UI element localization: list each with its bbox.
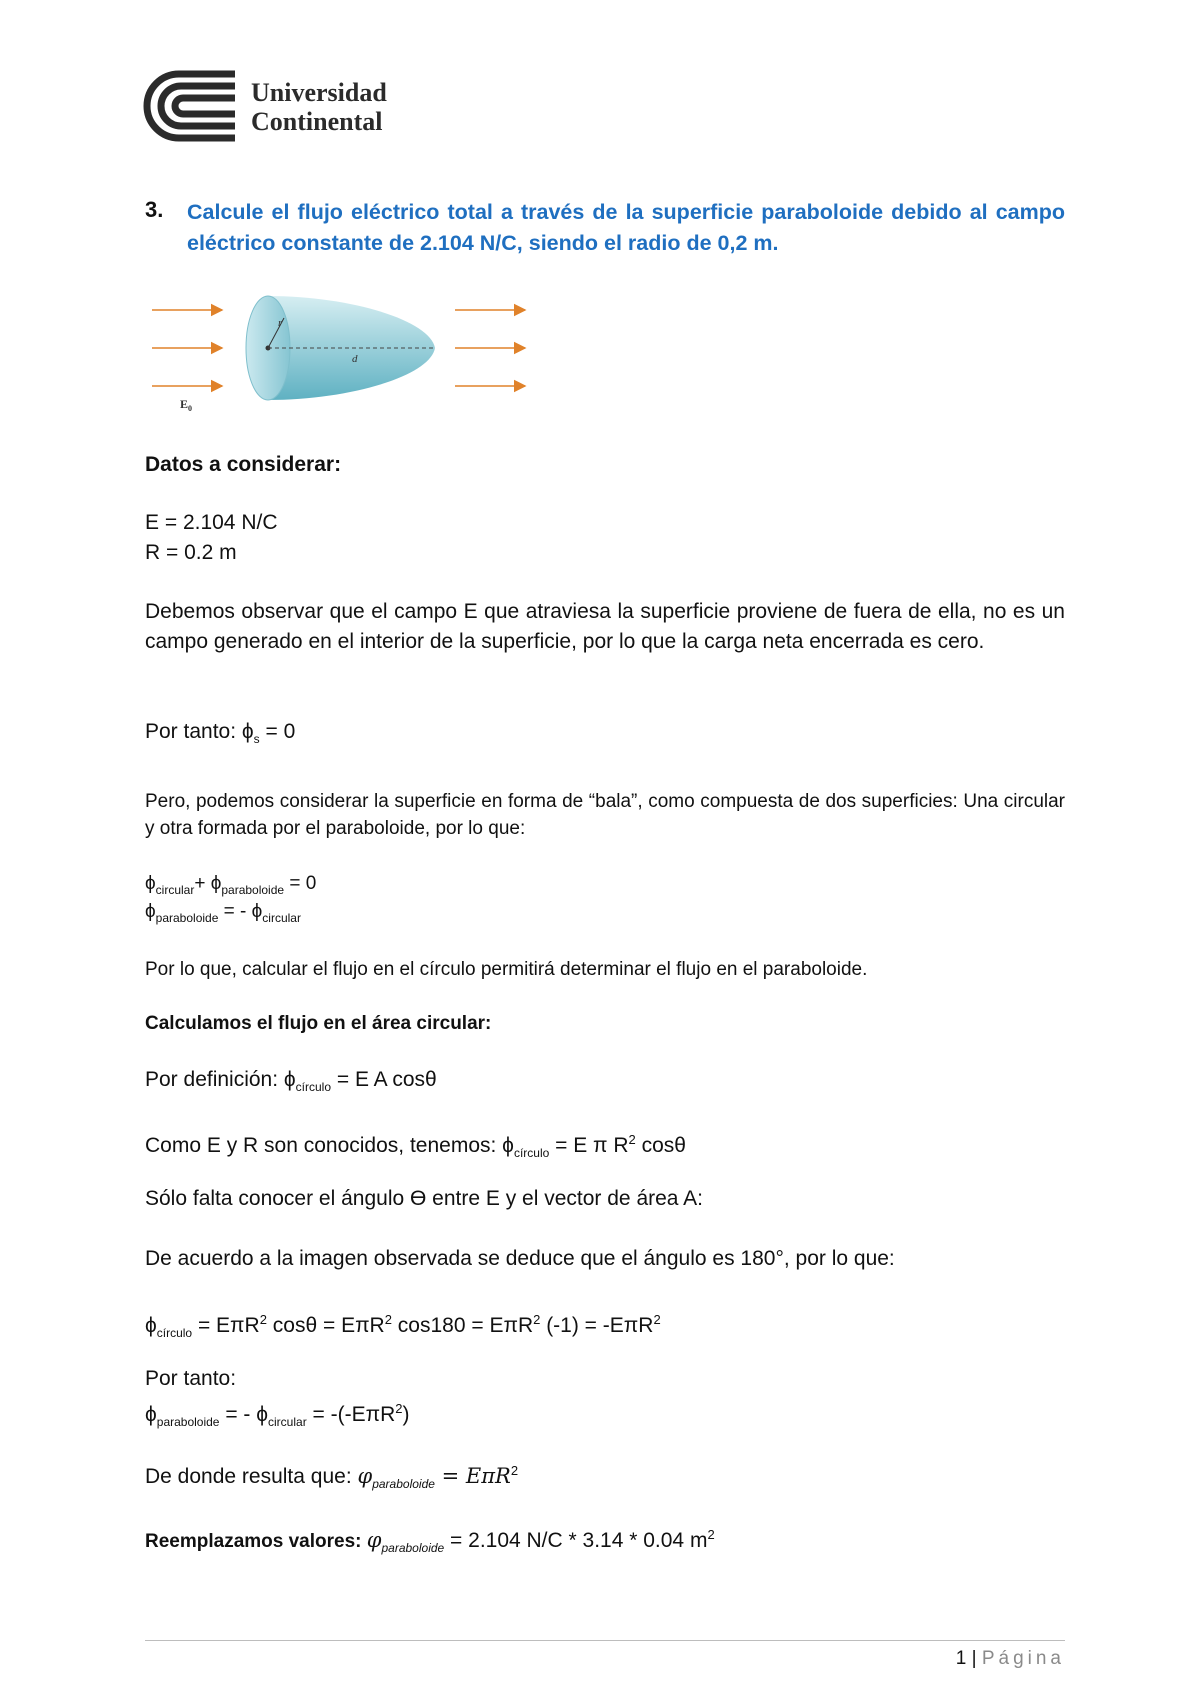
datos-e-value: E = 2.104 N/C bbox=[145, 511, 278, 534]
paraboloid-diagram bbox=[150, 290, 530, 415]
university-logo bbox=[143, 70, 403, 142]
equation-2: $\phi_{paraboloide}$ = - $\phi_{circular}$ bbox=[145, 901, 301, 925]
datos-heading: Datos a considerar: bbox=[145, 453, 342, 476]
equation-1: $\phi_{circular}+ \phi_{paraboloide} = 0$ bbox=[145, 873, 317, 897]
question-block bbox=[145, 197, 1065, 259]
paragraph-pero: Pero, podemos considerar la superficie en forma de “bala”, como compuesta de dos superficies: Una circular y otra formada por el paraboloide, por lo que: bbox=[145, 791, 1065, 839]
datos-r-value: R = 0.2 m bbox=[145, 541, 237, 564]
label-r: r bbox=[278, 317, 283, 329]
calculamos-heading: Calculamos el flujo en el área circular: bbox=[145, 1013, 492, 1034]
logo-text bbox=[251, 78, 387, 136]
de-acuerdo-line: De acuerdo a la imagen observada se deduce que el ángulo es 180°, por lo que: bbox=[145, 1247, 895, 1270]
como-line: Como E y R son conocidos, tenemos: $\phi_{círculo} = E$ π $R^2$ cosθ bbox=[145, 1132, 686, 1161]
reemplazamos-line: Reemplazamos valores: $\varphi_{paraboloide} = 2.104$ N/C * 3.14 * 0.04 $m^2$ bbox=[145, 1527, 715, 1556]
paragraph-observacion: Debemos observar que el campo E que atraviesa la superficie proviene de fuera de ella, no es un campo generado en el interior de la superficie, por lo que la carga neta encerrada es cero. bbox=[145, 600, 1065, 653]
logo-line-1: Universidad bbox=[251, 78, 387, 107]
question-text: Calcule el flujo eléctrico total a través de la superficie paraboloide debido al campo eléctrico constante de 2.104 N/C, siendo el radio de 0,2 m. bbox=[187, 200, 1065, 255]
paragraph-por-lo-que: Por lo que, calcular el flujo en el círculo permitirá determinar el flujo en el paraboloide. bbox=[145, 959, 868, 980]
definicion-line: Por definición: $\phi_{círculo} = E$ A cosθ bbox=[145, 1068, 437, 1095]
por-tanto-2: Por tanto: bbox=[145, 1367, 237, 1390]
label-e: $E_0$ bbox=[180, 397, 193, 413]
logo-line-2: Continental bbox=[251, 107, 383, 136]
label-d: d bbox=[352, 353, 358, 365]
page-label: Página bbox=[981, 1648, 1065, 1669]
por-tanto-1: Por tanto: $\phi_s = 0$ bbox=[145, 720, 296, 747]
footer-divider bbox=[145, 1640, 1065, 1641]
solo-falta-line: Sólo falta conocer el ángulo Ɵ entre E y el vector de área A: bbox=[145, 1187, 703, 1210]
page-footer bbox=[956, 1648, 1065, 1670]
paraboloid-figure bbox=[150, 290, 530, 415]
equation-4: $\phi_{paraboloide}$ = - $\phi_{circular} = -(-E\pi R^2)$ bbox=[145, 1401, 410, 1430]
equation-3: $\phi_{círculo} = E\pi R^2$ cosθ = EπR$^2$ cos180 = EπR$^2$ (-1) = -EπR$^2$ bbox=[145, 1312, 661, 1341]
footer-separator: | bbox=[971, 1648, 977, 1669]
logo-mark-icon bbox=[143, 70, 239, 142]
resulta-line: De donde resulta que: $\varphi_{paraboloide} = E\pi R^2$ bbox=[145, 1463, 519, 1492]
page-number: 1 bbox=[955, 1648, 967, 1669]
question-number: 3. bbox=[145, 197, 164, 222]
